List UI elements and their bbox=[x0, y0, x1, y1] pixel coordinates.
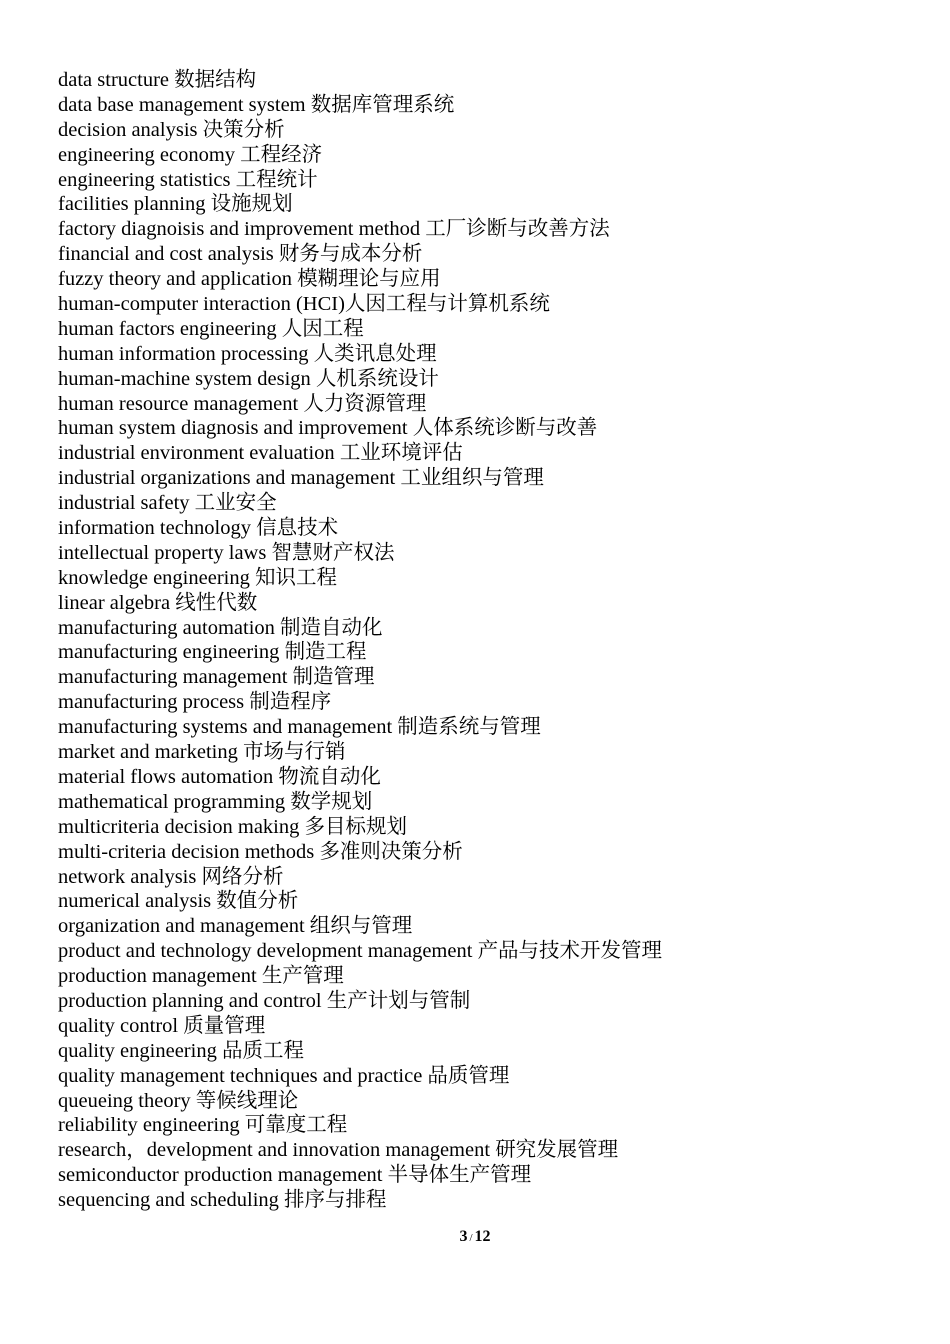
term-chinese: 人因工程 bbox=[281, 317, 364, 340]
term-english: research，development and innovation management bbox=[58, 1139, 491, 1162]
term-row bbox=[58, 292, 662, 317]
term-english: decision analysis bbox=[58, 118, 198, 141]
term-row bbox=[58, 616, 662, 641]
term-chinese: 网络分析 bbox=[201, 865, 284, 888]
term-english: financial and cost analysis bbox=[58, 243, 274, 266]
term-chinese: 品质管理 bbox=[427, 1064, 510, 1087]
term-row bbox=[58, 1138, 662, 1163]
term-chinese: 知识工程 bbox=[254, 566, 337, 589]
term-row bbox=[58, 68, 662, 93]
term-row bbox=[58, 317, 662, 342]
term-row bbox=[58, 790, 662, 815]
total-pages: 12 bbox=[474, 1228, 491, 1245]
term-english: fuzzy theory and application bbox=[58, 268, 292, 291]
term-chinese: 信息技术 bbox=[256, 517, 339, 540]
page-separator: / bbox=[469, 1232, 473, 1244]
term-chinese: 线性代数 bbox=[175, 591, 258, 614]
term-english: manufacturing management bbox=[58, 666, 288, 689]
term-chinese: 数据结构 bbox=[174, 69, 257, 91]
term-row bbox=[58, 566, 662, 591]
term-row bbox=[58, 541, 662, 566]
term-english: industrial safety bbox=[58, 492, 190, 515]
term-row bbox=[58, 168, 662, 193]
term-chinese: 财务与成本分析 bbox=[278, 243, 423, 266]
term-chinese: 人力资源管理 bbox=[303, 392, 427, 415]
current-page: 3 bbox=[459, 1228, 468, 1245]
term-chinese: 组织与管理 bbox=[309, 915, 413, 938]
term-row bbox=[58, 715, 662, 740]
term-row bbox=[58, 392, 662, 417]
term-row bbox=[58, 1039, 662, 1064]
term-english: numerical analysis bbox=[58, 890, 212, 913]
term-row bbox=[58, 1163, 662, 1188]
term-english: knowledge engineering bbox=[58, 566, 250, 589]
term-english: quality control bbox=[58, 1014, 179, 1037]
term-english: reliability engineering bbox=[58, 1114, 240, 1137]
term-row bbox=[58, 466, 662, 491]
term-english: intellectual property laws bbox=[58, 541, 267, 564]
term-chinese: 人类讯息处理 bbox=[313, 342, 437, 365]
term-row bbox=[58, 367, 662, 392]
term-row bbox=[58, 118, 662, 143]
term-chinese: 数值分析 bbox=[216, 890, 299, 913]
term-english: market and marketing bbox=[58, 741, 238, 764]
term-chinese: 人因工程与计算机系统 bbox=[344, 293, 550, 316]
term-row bbox=[58, 1014, 662, 1039]
term-english: factory diagnoisis and improvement method bbox=[58, 218, 421, 241]
term-english: data structure bbox=[58, 69, 169, 91]
term-chinese: 市场与行销 bbox=[243, 741, 346, 764]
term-row bbox=[58, 217, 662, 242]
term-chinese: 模糊理论与应用 bbox=[297, 268, 441, 291]
term-english: material flows automation bbox=[58, 765, 274, 788]
term-chinese: 排序与排程 bbox=[284, 1189, 387, 1212]
term-chinese: 设施规划 bbox=[210, 193, 293, 216]
term-row bbox=[58, 242, 662, 267]
term-chinese: 制造工程 bbox=[284, 641, 367, 664]
term-row bbox=[58, 267, 662, 292]
term-english: mathematical programming bbox=[58, 790, 286, 813]
term-row bbox=[58, 192, 662, 217]
term-row bbox=[58, 441, 662, 466]
term-chinese: 品质工程 bbox=[221, 1039, 304, 1062]
term-chinese: 制造管理 bbox=[292, 666, 375, 689]
term-row bbox=[58, 591, 662, 616]
term-chinese: 物流自动化 bbox=[278, 765, 381, 788]
term-list bbox=[58, 68, 662, 1213]
term-row bbox=[58, 1089, 662, 1114]
term-chinese: 制造系统与管理 bbox=[397, 716, 541, 739]
term-chinese: 决策分析 bbox=[202, 118, 285, 141]
term-chinese: 生产计划与管制 bbox=[326, 989, 471, 1012]
term-english: manufacturing automation bbox=[58, 616, 275, 639]
term-chinese: 工业环境评估 bbox=[339, 442, 463, 465]
term-chinese: 人体系统诊断与改善 bbox=[412, 417, 598, 440]
term-english: linear algebra bbox=[58, 591, 171, 614]
term-row bbox=[58, 1188, 662, 1213]
term-row bbox=[58, 765, 662, 790]
term-row bbox=[58, 690, 662, 715]
term-english: human system diagnosis and improvement bbox=[58, 417, 408, 440]
term-row bbox=[58, 989, 662, 1014]
term-row bbox=[58, 840, 662, 865]
term-chinese: 产品与技术开发管理 bbox=[477, 940, 663, 963]
term-row bbox=[58, 889, 662, 914]
term-english: production management bbox=[58, 965, 257, 988]
term-row bbox=[58, 416, 662, 441]
term-chinese: 多目标规划 bbox=[304, 815, 408, 838]
term-row bbox=[58, 939, 662, 964]
term-english: manufacturing process bbox=[58, 691, 245, 714]
page-number bbox=[0, 1227, 950, 1248]
term-row bbox=[58, 964, 662, 989]
term-english: quality management techniques and practice bbox=[58, 1064, 423, 1087]
term-chinese: 工厂诊断与改善方法 bbox=[425, 218, 610, 241]
term-chinese: 工业组织与管理 bbox=[400, 467, 544, 490]
term-english: network analysis bbox=[58, 865, 197, 888]
term-english: human factors engineering bbox=[58, 317, 277, 340]
term-row bbox=[58, 640, 662, 665]
term-english: production planning and control bbox=[58, 989, 322, 1012]
term-row bbox=[58, 815, 662, 840]
term-chinese: 多准则决策分析 bbox=[319, 840, 463, 863]
term-chinese: 制造自动化 bbox=[280, 616, 383, 639]
term-row bbox=[58, 93, 662, 118]
term-english: multicriteria decision making bbox=[58, 815, 300, 838]
term-english: industrial environment evaluation bbox=[58, 442, 335, 465]
term-chinese: 智慧财产权法 bbox=[271, 541, 395, 564]
term-chinese: 人机系统设计 bbox=[315, 367, 439, 390]
term-english: organization and management bbox=[58, 915, 305, 938]
term-english: human resource management bbox=[58, 392, 299, 415]
term-english: human-computer interaction (HCI) bbox=[58, 293, 345, 316]
term-english: quality engineering bbox=[58, 1039, 217, 1062]
term-english: manufacturing systems and management bbox=[58, 716, 393, 739]
term-english: product and technology development management bbox=[58, 940, 473, 963]
term-english: industrial organizations and management bbox=[58, 467, 396, 490]
term-row bbox=[58, 740, 662, 765]
term-row bbox=[58, 1113, 662, 1138]
term-chinese: 生产管理 bbox=[261, 965, 344, 988]
term-chinese: 数学规划 bbox=[290, 790, 373, 813]
term-english: queueing theory bbox=[58, 1089, 191, 1112]
term-english: human-machine system design bbox=[58, 367, 311, 390]
term-chinese: 可靠度工程 bbox=[244, 1114, 348, 1137]
term-row bbox=[58, 665, 662, 690]
term-chinese: 制造程序 bbox=[249, 691, 332, 714]
term-row bbox=[58, 342, 662, 367]
term-chinese: 工程经济 bbox=[240, 143, 323, 166]
term-row bbox=[58, 865, 662, 890]
term-row bbox=[58, 491, 662, 516]
term-english: human information processing bbox=[58, 342, 309, 365]
term-chinese: 数据库管理系统 bbox=[310, 93, 455, 116]
term-row bbox=[58, 914, 662, 939]
term-chinese: 半导体生产管理 bbox=[387, 1164, 532, 1187]
term-chinese: 工程统计 bbox=[235, 168, 318, 191]
term-english: engineering statistics bbox=[58, 168, 231, 191]
term-row bbox=[58, 1064, 662, 1089]
term-chinese: 质量管理 bbox=[183, 1014, 266, 1037]
term-english: sequencing and scheduling bbox=[58, 1189, 279, 1212]
term-row bbox=[58, 516, 662, 541]
term-chinese: 研究发展管理 bbox=[495, 1139, 619, 1162]
term-english: multi-criteria decision methods bbox=[58, 840, 315, 863]
term-row bbox=[58, 143, 662, 168]
term-chinese: 工业安全 bbox=[194, 492, 277, 515]
term-chinese: 等候线理论 bbox=[195, 1089, 299, 1112]
term-english: data base management system bbox=[58, 93, 306, 116]
term-english: facilities planning bbox=[58, 193, 206, 216]
term-english: manufacturing engineering bbox=[58, 641, 280, 664]
term-english: engineering economy bbox=[58, 143, 236, 166]
term-english: information technology bbox=[58, 517, 251, 540]
term-english: semiconductor production management bbox=[58, 1164, 383, 1187]
